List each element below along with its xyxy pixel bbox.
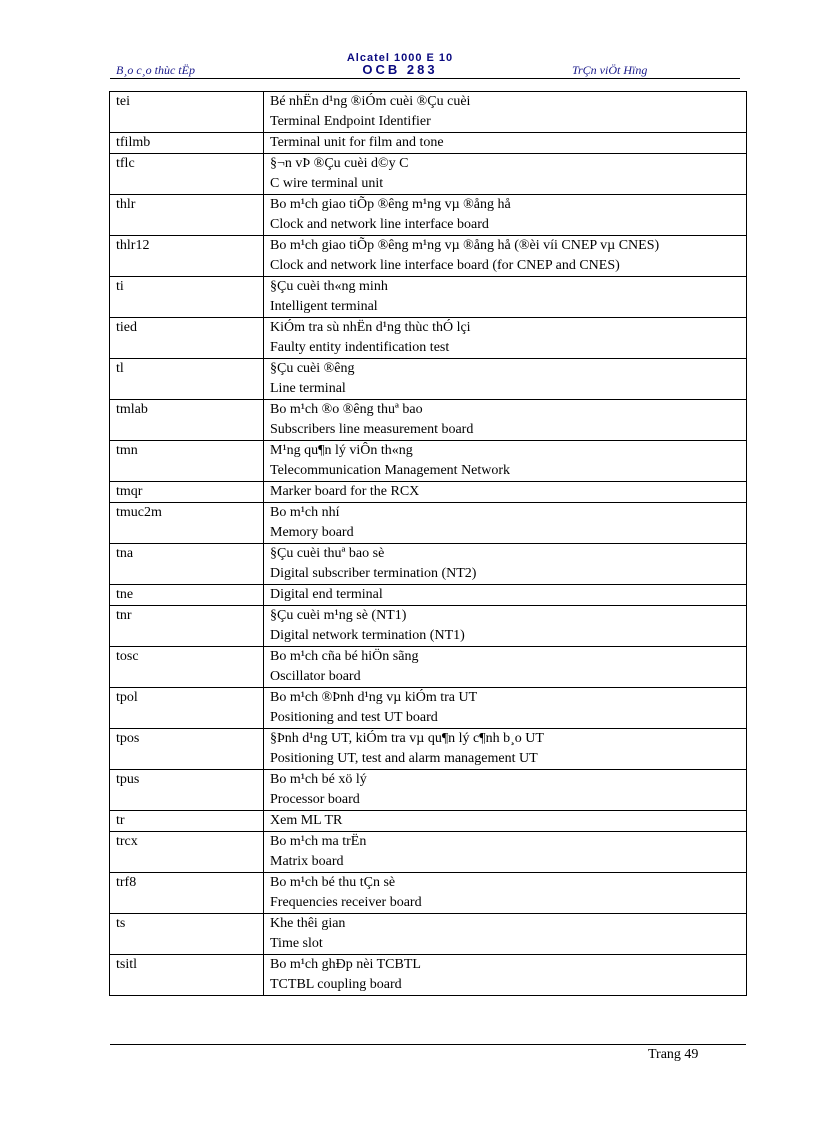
term-cell: tne: [110, 585, 264, 606]
definition-line: Bo m¹ch nhí: [270, 505, 340, 520]
definition-cell: [264, 503, 747, 544]
table-row: [110, 873, 747, 914]
definition-cell: [264, 441, 747, 482]
definition-line: Positioning UT, test and alarm management UT: [270, 751, 538, 766]
term-cell: tpol: [110, 688, 264, 729]
table-row: [110, 811, 747, 832]
definition-line: Matrix board: [270, 854, 344, 869]
table-row: [110, 154, 747, 195]
definition-cell: [264, 154, 747, 195]
definition-cell: [264, 236, 747, 277]
table-row: [110, 585, 747, 606]
term-cell: tmuc2m: [110, 503, 264, 544]
definition-line: Intelligent terminal: [270, 299, 378, 314]
table-row: [110, 195, 747, 236]
definition-line: Positioning and test UT board: [270, 710, 438, 725]
header-report-title: B¸o c¸o thùc tËp: [116, 63, 195, 77]
definition-line: Oscillator board: [270, 669, 361, 684]
definition-line: Marker board for the RCX: [270, 484, 420, 499]
definition-cell: [264, 729, 747, 770]
term-cell: tei: [110, 92, 264, 133]
definition-line: Terminal Endpoint Identifier: [270, 114, 431, 129]
definition-cell: [264, 873, 747, 914]
term-cell: tnr: [110, 606, 264, 647]
definition-cell: [264, 770, 747, 811]
table-row: [110, 400, 747, 441]
definition-line: Clock and network line interface board: [270, 217, 489, 232]
table-row: [110, 133, 747, 154]
table-row: [110, 832, 747, 873]
definition-line: §¬n vÞ ®Çu cuèi d©y C: [270, 156, 409, 171]
table-row: [110, 92, 747, 133]
table-row: [110, 318, 747, 359]
definition-line: TCTBL coupling board: [270, 977, 402, 992]
glossary-body: [110, 92, 747, 996]
definition-cell: [264, 133, 747, 154]
definition-line: Faulty entity indentification test: [270, 340, 450, 355]
definition-line: §Çu cuèi th«ng minh: [270, 279, 388, 294]
term-cell: tpos: [110, 729, 264, 770]
definition-cell: [264, 811, 747, 832]
definition-line: C wire terminal unit: [270, 176, 384, 191]
definition-cell: [264, 647, 747, 688]
definition-cell: [264, 277, 747, 318]
term-cell: tosc: [110, 647, 264, 688]
definition-cell: [264, 318, 747, 359]
header-author: TrÇn viÖt Hïng: [572, 63, 648, 77]
definition-line: Memory board: [270, 525, 354, 540]
term-cell: tsitl: [110, 955, 264, 996]
logo-line-2: OCB 283: [362, 62, 438, 77]
definition-line: Clock and network line interface board (for CNEP and CNES): [270, 258, 620, 273]
definition-line: Bo m¹ch ®Þnh d¹ng vµ kiÓm tra UT: [270, 690, 478, 705]
table-row: [110, 729, 747, 770]
term-cell: tmlab: [110, 400, 264, 441]
table-row: [110, 482, 747, 503]
table-row: [110, 544, 747, 585]
definition-line: Bo m¹ch bé xö lý: [270, 772, 367, 787]
page-number: Trang 49: [648, 1047, 699, 1062]
table-row: [110, 770, 747, 811]
definition-line: Bo m¹ch giao tiÕp ®êng m¹ng vµ ®ång hå (®èi víi CNEP vµ CNES): [270, 238, 660, 253]
table-row: [110, 441, 747, 482]
definition-cell: [264, 195, 747, 236]
definition-line: Terminal unit for film and tone: [270, 135, 444, 150]
definition-line: Bo m¹ch cña bé hiÖn sãng: [270, 649, 419, 664]
definition-line: Xem ML TR: [270, 813, 343, 828]
page-header: [110, 50, 740, 80]
term-cell: tl: [110, 359, 264, 400]
definition-line: Subscribers line measurement board: [270, 422, 474, 437]
definition-line: Khe thêi gian: [270, 916, 346, 931]
definition-cell: [264, 688, 747, 729]
definition-line: KiÓm tra sù nhËn d¹ng thùc thÓ lçi: [270, 320, 471, 335]
table-row: [110, 236, 747, 277]
term-cell: tpus: [110, 770, 264, 811]
definition-line: Bé nhËn d¹ng ®iÓm cuèi ®Çu cuèi: [270, 94, 471, 109]
term-cell: trcx: [110, 832, 264, 873]
definition-line: Processor board: [270, 792, 360, 807]
table-row: [110, 359, 747, 400]
table-row: [110, 606, 747, 647]
term-cell: tna: [110, 544, 264, 585]
definition-cell: [264, 544, 747, 585]
term-cell: tflc: [110, 154, 264, 195]
definition-line: Bo m¹ch ma trËn: [270, 834, 367, 849]
term-cell: tmn: [110, 441, 264, 482]
term-cell: tfilmb: [110, 133, 264, 154]
definition-cell: [264, 359, 747, 400]
definition-line: Time slot: [270, 936, 323, 951]
definition-cell: [264, 606, 747, 647]
definition-line: Frequencies receiver board: [270, 895, 422, 910]
definition-cell: [264, 400, 747, 441]
table-row: [110, 277, 747, 318]
table-row: [110, 503, 747, 544]
term-cell: tmqr: [110, 482, 264, 503]
definition-line: Digital end terminal: [270, 587, 383, 602]
table-row: [110, 955, 747, 996]
definition-cell: [264, 482, 747, 503]
definition-line: §Çu cuèi ®êng: [270, 361, 355, 376]
table-row: [110, 688, 747, 729]
definition-line: Bo m¹ch giao tiÕp ®êng m¹ng vµ ®ång hå: [270, 197, 511, 212]
definition-line: Bo m¹ch ®o ®êng thuª bao: [270, 402, 423, 417]
definition-line: M¹ng qu¶n lý viÔn th«ng: [270, 443, 413, 458]
term-cell: thlr12: [110, 236, 264, 277]
definition-line: Telecommunication Management Network: [270, 463, 511, 478]
term-cell: tr: [110, 811, 264, 832]
definition-cell: [264, 832, 747, 873]
definition-cell: [264, 955, 747, 996]
definition-line: §Þnh d¹ng UT, kiÓm tra vµ qu¶n lý c¶nh b¸o UT: [270, 731, 544, 746]
definition-cell: [264, 92, 747, 133]
header-logo: [320, 52, 480, 76]
definition-line: Digital network termination (NT1): [270, 628, 465, 643]
table-row: [110, 647, 747, 688]
term-cell: tied: [110, 318, 264, 359]
term-cell: ts: [110, 914, 264, 955]
footer-divider: [110, 1044, 746, 1045]
definition-line: Digital subscriber termination (NT2): [270, 566, 477, 581]
table-row: [110, 914, 747, 955]
definition-line: Bo m¹ch ghÐp nèi TCBTL: [270, 957, 421, 972]
logo-line-1: Alcatel 1000 E 10: [346, 52, 454, 64]
term-cell: ti: [110, 277, 264, 318]
definition-line: Line terminal: [270, 381, 346, 396]
header-divider: [110, 78, 740, 79]
definition-line: §Çu cuèi m¹ng sè (NT1): [270, 608, 407, 623]
definition-line: Bo m¹ch bé thu tÇn sè: [270, 875, 396, 890]
definition-cell: [264, 585, 747, 606]
definition-line: §Çu cuèi thuª bao sè: [270, 546, 385, 561]
definition-cell: [264, 914, 747, 955]
glossary-table: [109, 91, 747, 996]
term-cell: trf8: [110, 873, 264, 914]
term-cell: thlr: [110, 195, 264, 236]
